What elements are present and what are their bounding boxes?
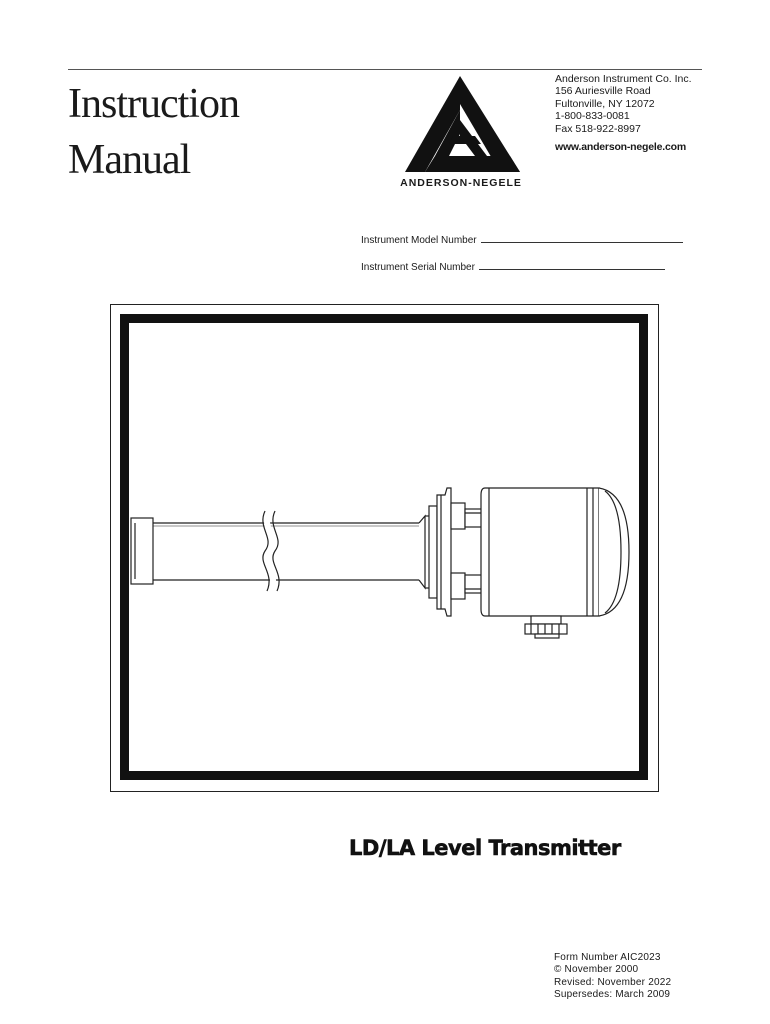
form-supersedes: Supersedes: March 2009 [554,988,671,1000]
product-title: LD/LA Level Transmitter [349,836,621,860]
model-number-field [361,234,683,246]
company-phone: 1-800-833-0081 [555,110,630,123]
form-copyright: © November 2000 [554,964,639,976]
company-fax: Fax 518-922-8997 [555,122,641,135]
company-city: Fultonville, NY 12072 [555,97,655,110]
document-title [68,76,239,188]
model-number-blank[interactable] [481,234,683,243]
serial-number-blank[interactable] [479,261,665,270]
form-revised: Revised: November 2022 [554,976,672,988]
logo-wordmark: ANDERSON-NEGELE [400,177,522,189]
company-address [555,73,692,153]
company-website-link[interactable]: www.anderson-negele.com [555,141,686,154]
title-line-1: Instruction [68,81,239,127]
company-name: Anderson Instrument Co. Inc. [555,73,692,85]
title-line-2: Manual [68,137,191,183]
form-number: Form Number AIC2023 [554,952,661,963]
serial-number-field [361,261,665,273]
level-transmitter-drawing-icon [129,323,639,771]
serial-number-label: Instrument Serial Number [361,262,475,273]
header-rule [68,69,702,70]
company-street: 156 Auriesville Road [555,85,651,98]
model-number-label: Instrument Model Number [361,235,477,246]
triangle-spiral-logo-icon [405,74,520,174]
form-info [554,952,671,1001]
